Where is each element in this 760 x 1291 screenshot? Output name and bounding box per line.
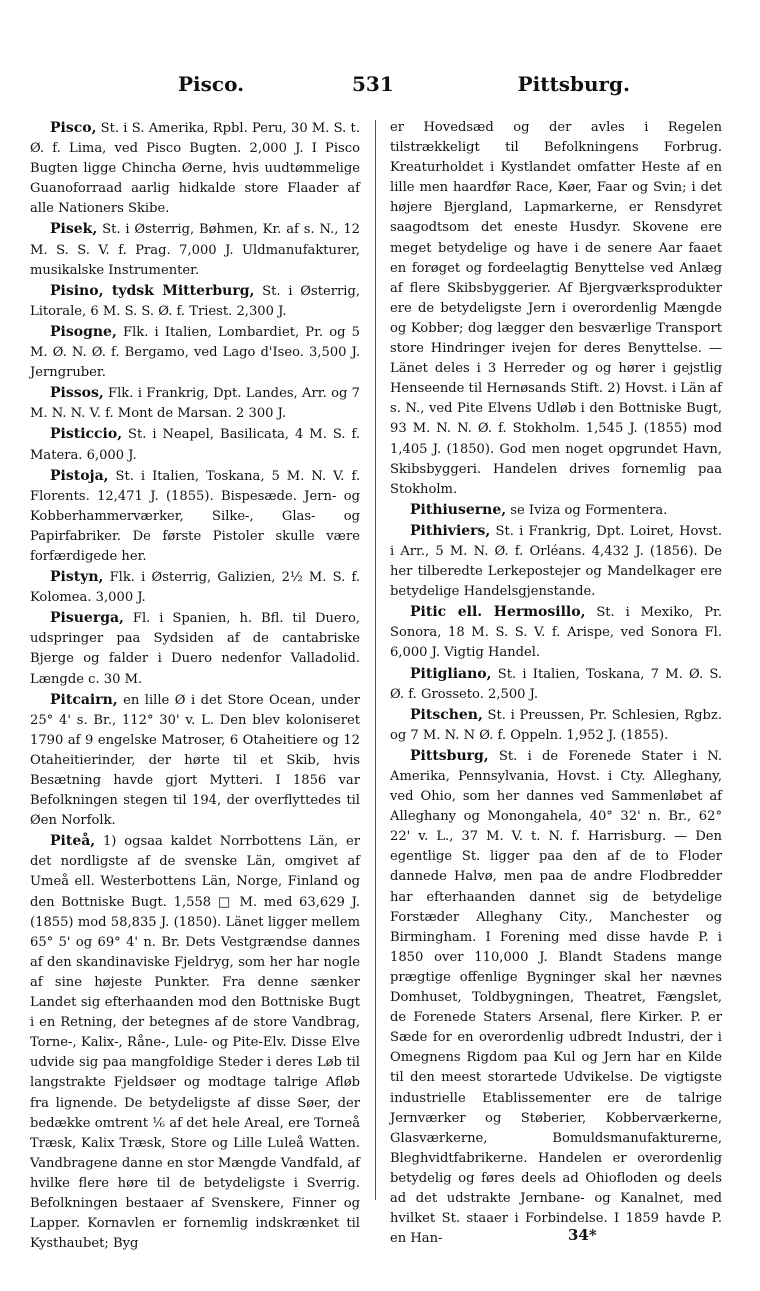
dictionary-entry: [30, 118, 360, 219]
dictionary-entry: [390, 746, 722, 1249]
entry-text: se Iviza og Formentera.: [506, 502, 668, 518]
signature-mark: 34*: [568, 1226, 597, 1244]
entry-text: St. i Østerrig, Bøhmen, Kr. af s. N., 12 M. S. S. V. f. Prag. 7,000 J. Uldmanufakturer, musikalske Instrumenter.: [30, 222, 360, 278]
entry-text: St. i Preussen, Pr. Schlesien, Rgbz. og 7 M. N. N Ø. f. Oppeln. 1,952 J. (1855).: [390, 707, 722, 743]
entry-headword: Pitic ell. Hermosillo,: [410, 604, 586, 621]
entry-headword: Pitcairn,: [50, 691, 118, 708]
dictionary-entry: [30, 219, 360, 280]
entry-text: Flk. i Østerrig, Galizien, 2½ M. S. f. Kolomea. 3,000 J.: [30, 570, 360, 606]
entry-text: St. i Italien, Toskana, 7 M. Ø. S. Ø. f. Grosseto. 2,500 J.: [390, 666, 722, 702]
dictionary-entry: [30, 322, 360, 383]
header-left-word: Pisco.: [178, 72, 245, 96]
entry-text: St. i Neapel, Basilicata, 4 M. S. f. Matera. 6,000 J.: [30, 427, 360, 463]
right-column: [390, 118, 722, 1249]
entry-text: Flk. i Italien, Lombardiet, Pr. og 5 M. Ø. N. Ø. f. Bergamo, ved Lago d'Iseo. 3,500 J. Jerngruber.: [30, 324, 360, 381]
entry-headword: Pitigliano,: [410, 665, 492, 682]
column-divider: [375, 120, 376, 1200]
dictionary-entry: [30, 383, 360, 424]
dictionary-entry: [30, 281, 360, 322]
dictionary-entry: [390, 118, 722, 500]
entry-text: Fl. i Spanien, h. Bfl. til Duero, udspringer paa Sydsiden af de cantabriske Bjerge og falder i Duero nedenfor Valladolid. Længde c. 30 M.: [30, 611, 360, 687]
entry-text: er Hovedsæd og der avles i Regelen tilstrækkeligt til Befolkningens Forbrug. Kreaturholdet i Kystlandet omfatter Heste af en lille men haardfør Race, Køer, Faar og Svin; i det højere Bjergland, Lapmarkerne, er Rensdyret saagodtsom det eneste Husdyr. Skovene ere meget betydelige og have i de senere Aar faaet en forøget og fordeelagtig Benyttelse ved Anlæg af flere Skibsbyggerier. Af Bjergværksprodukter ere de betydeligste Jern i overordenlig Mængde og Kobber; dog lægger den besværlige Transport store Hindringer ivejen for deres Benyttelse. — Länet deles i 3 Herreder og og hører i gejstlig Henseende til Hernøsands Stift. 2) Hovst. i Län af s. N., ved Pite Elvens Udløb i den Bottniske Bugt, 93 M. N. N. Ø. f. Stokholm. 1,545 J. (1855) mod 1,405 J. (1850). God men noget opgrundet Havn, Skibsbyggeri. Handelen drives fornemlig paa Stokholm.: [390, 120, 722, 497]
header-right-word: Pittsburg.: [517, 72, 630, 96]
entry-text: St. i Østerrig, Litorale, 6 M. S. S. Ø. f. Triest. 2,300 J.: [30, 283, 360, 319]
entry-headword: Pistoja,: [50, 467, 109, 484]
entry-headword: Pithiuserne,: [410, 501, 507, 518]
dictionary-entry: [390, 705, 722, 746]
entry-text: en lille Ø i det Store Ocean, under 25° 4' s. Br., 112° 30' v. L. Den blev koloniseret 1790 af 9 engelske Matroser, 6 Otaheitiere og 12 Otaheitierinder, der hørte til et Skib, hvis Besætning havde gjort Mytteri. I 1856 var Befolkningen stegen til 194, der overflyttedes til Øen Norfolk.: [30, 692, 360, 829]
entry-text: St. i Italien, Toskana, 5 M. N. V. f. Florents. 12,471 J. (1855). Bispesæde. Jern- og Kobberhammerværker, Silke-, Glas- og Papirfabriker. De første Pistoler skulle være forfærdigede her.: [30, 468, 360, 564]
dictionary-entry: [30, 690, 360, 832]
dictionary-entry: [30, 567, 360, 608]
entry-headword: Pittsburg,: [410, 747, 489, 764]
dictionary-entry: [30, 608, 360, 689]
page-header: [30, 72, 730, 102]
entry-text: St. i Mexiko, Pr. Sonora, 18 M. S. S. V. f. Arispe, ved Sonora Fl. 6,000 J. Vigtig Handel.: [390, 605, 722, 661]
entry-text: St. i de Forenede Stater i N. Amerika, Pennsylvania, Hovst. i Cty. Alleghany, ved Ohio, som her dannes ved Sammenløbet af Alleghany og Monongahela, 40° 32' n. Br., 62° 22' v. L., 37 M. V. t. N. f. Harrisburg. — Den egentlige St. ligger paa den af de to Floder dannede Halvø, men paa de andre Flodbredder har efterhaanden dannet sig de betydelige Forstæder Alleghany City., Manchester og Birmingham. I Forening med disse havde P. i 1850 over 110,000 J. Blandt Stadens mange prægtige offenlige Bygninger skal her nævnes Domhuset, Toldbygningen, Theatret, Fængslet, de Forenede Staters Arsenal, flere Kirker. P. er Sæde for en overordenlig udbredt Industri, der i Omegnens Rigdom paa Kul og Jern har en Kilde til den meest storartede Udvikelse. De vigtigste industrielle Etablissementer ere de talrige Jernværker og Støberier, Kobberværkerne, Glasværkerne, Bomuldsmanufakturerne, Bleghvidtfabrikerne. Handelen er overordenlig betydelig og føres deels ad Ohiofloden og deels ad det udstrakte Jernbane- og Kanalnet, med hvilket St. staaer i Forbindelse. I 1859 havde P. en Han-: [390, 748, 722, 1247]
entry-headword: Pithiviers,: [410, 522, 491, 539]
dictionary-entry: [390, 500, 722, 521]
entry-text: Flk. i Frankrig, Dpt. Landes, Arr. og 7 M. N. N. V. f. Mont de Marsan. 2 300 J.: [30, 386, 360, 422]
dictionary-entry: [30, 466, 360, 567]
dictionary-entry: [30, 424, 360, 465]
left-column: [30, 118, 360, 1254]
dictionary-entry: [390, 521, 722, 602]
entry-text: St. i Frankrig, Dpt. Loiret, Hovst. i Arr., 5 M. N. Ø. f. Orléans. 4,432 J. (1856). De her tilberedte Lerkepostejer og Mandelkager ere betydelige Handelsgjenstande.: [390, 523, 722, 600]
entry-headword: Pisuerga,: [50, 610, 124, 627]
dictionary-entry: [390, 602, 722, 663]
entry-headword: Pisek,: [50, 221, 98, 238]
dictionary-entry: [390, 664, 722, 705]
entry-headword: Pisticcio,: [50, 426, 123, 443]
entry-headword: Piteå,: [50, 833, 96, 850]
entry-headword: Pitschen,: [410, 706, 483, 723]
entry-text: St. i S. Amerika, Rpbl. Peru, 30 M. S. t. Ø. f. Lima, ved Pisco Bugten. 2,000 J. I Pisco Bugten ligge Chincha Øerne, hvis uudtømmelige Guanoforraad aarlig hidkalde store Flaader af alle Nationers Skibe.: [30, 121, 360, 217]
entry-text: 1) ogsaa kaldet Norrbottens Län, er det nordligste af de svenske Län, omgivet af Umeå ell. Westerbottens Län, Norge, Finland og den Bottniske Bugt. 1,558 □ M. med 63,629 J. (1855) mod 58,835 J. (1850). Länet ligger mellem 65° 5' og 69° 4' n. Br. Dets Vestgrændse dannes af den skandinaviske Fjeldryg, som her har nogle af sine højeste Punkter. Fra denne sænker Landet sig efterhaanden mod den Bottniske Bugt i en Retning, der betegnes af de store Vandbrag, Torne-, Kalix-, Råne-, Lule- og Pite-Elv. Disse Elve udvide sig paa mangfoldige Steder i deres Løb til langstrakte Fjeldsøer og modtage talrige Afløb fra lignende. De betydeligste af disse Søer, der bedække omtrent ⅙ af det hele Areal, ere Torneå Træsk, Kalix Træsk, Store og Lille Luleå Watten. Vandbragene danne en stor Mængde Vandfald, af hvilke flere høre til de betydeligste i Sverrig. Befolkningen bestaaer af Svenskere, Finner og Lapper. Kornavlen er fornemlig indskrænket til Kysthaubet; Byg: [30, 834, 360, 1252]
entry-headword: Pistyn,: [50, 569, 104, 586]
entry-headword: Pissos,: [50, 385, 104, 402]
entry-headword: Pisino, tydsk Mitterburg,: [50, 282, 255, 299]
page-number: 531: [352, 72, 394, 96]
entry-headword: Pisogne,: [50, 323, 117, 340]
dictionary-entry: [30, 831, 360, 1254]
entry-headword: Pisco,: [50, 120, 97, 136]
